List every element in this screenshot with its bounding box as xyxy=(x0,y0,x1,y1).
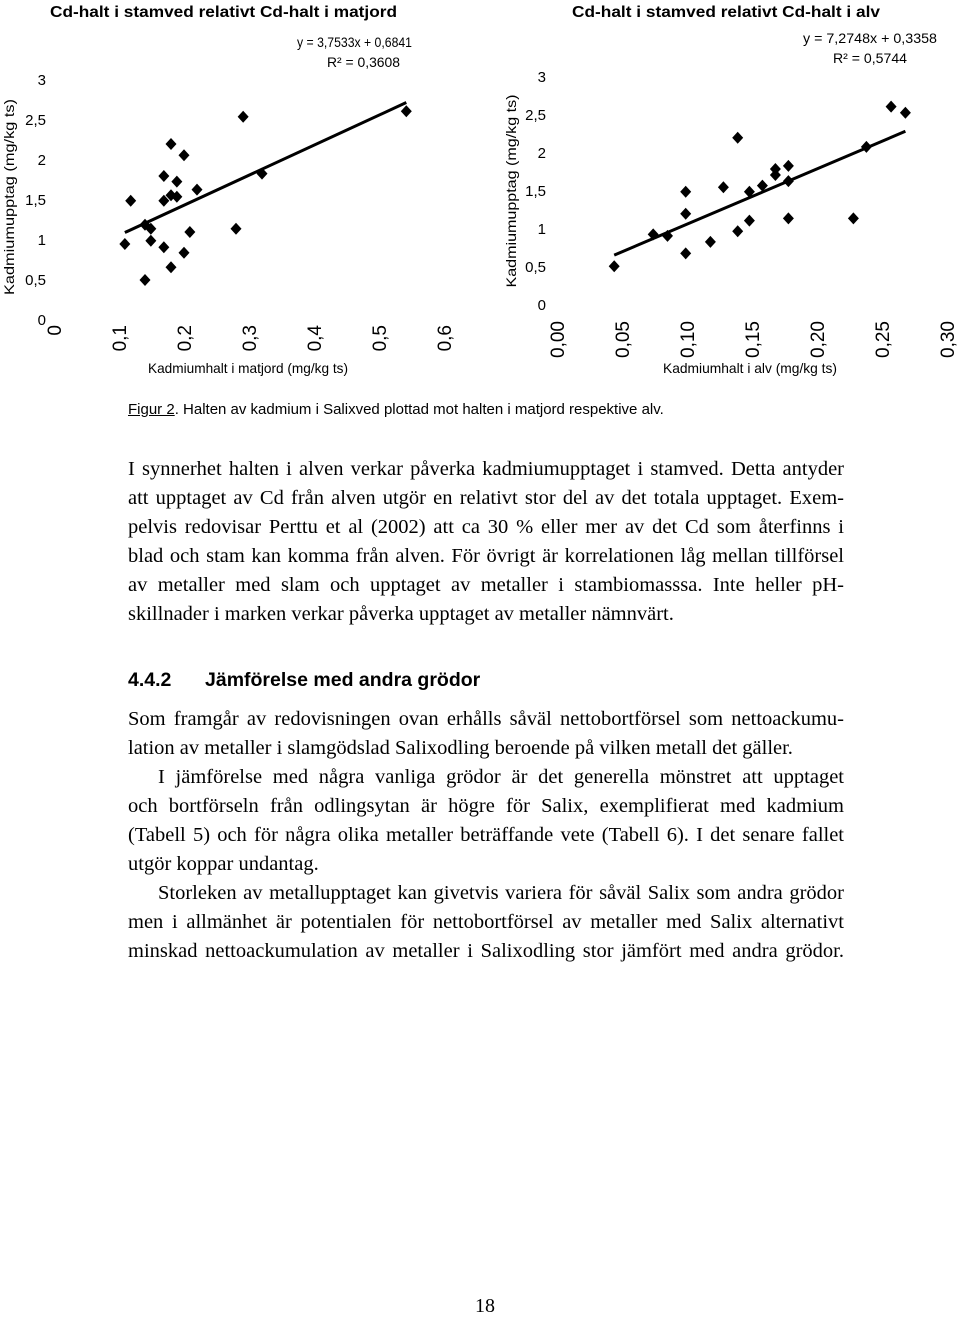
y-tick-label: 1,5 xyxy=(525,183,546,200)
x-tick-labels xyxy=(548,321,959,358)
data-point xyxy=(732,225,743,237)
trendline-equation: y = 3,7533x + 0,6841 xyxy=(297,34,413,50)
y-tick-labels xyxy=(525,69,546,314)
paragraph-4-line: Storleken av metallupptaget kan givetvis variera för såväl Salix som andra grödor xyxy=(158,882,844,904)
y-tick-label: 0,5 xyxy=(25,272,46,289)
data-point xyxy=(732,132,743,144)
paragraph-3-line: (Tabell 5) och för några olika metaller beträffande vete (Tabell 6). I det senare fallet xyxy=(128,824,844,846)
y-tick-labels xyxy=(25,72,46,329)
data-point xyxy=(179,247,190,259)
data-point xyxy=(770,169,781,181)
paragraph-3-line: utgör koppar undantag. xyxy=(128,853,319,875)
chart-title: Cd-halt i stamved relativt Cd-halt i alv xyxy=(572,4,881,21)
data-point xyxy=(125,195,136,207)
x-tick-label: 0,4 xyxy=(305,325,326,352)
paragraph-1-line: att upptaget av Cd från alven utgör en relativt stor del av det totala upptaget. Exem- xyxy=(128,487,844,509)
y-tick-label: 2 xyxy=(537,145,546,162)
x-tick-label: 0,1 xyxy=(110,325,131,352)
data-point xyxy=(705,236,716,248)
paragraph-1-line: skillnader i marken verkar påverka upptaget av metaller nämnvärt. xyxy=(128,603,674,625)
paragraph-3-line: och bortförseln från odlingsytan är högre för Salix, exemplifierat med kadmium xyxy=(128,795,844,817)
x-tick-label: 0,15 xyxy=(743,321,764,358)
data-point xyxy=(145,235,156,247)
y-tick-label: 0 xyxy=(37,312,46,329)
chart-title: Cd-halt i stamved relativt Cd-halt i matjord xyxy=(50,4,397,21)
paragraph-1-line: I synnerhet halten i alven verkar påverka kadmiumupptaget i stamved. Detta antyder xyxy=(128,458,844,480)
paragraph-1-line: blad och stam kan komma från alven. För övrigt är korrelationen låg mellan tillförsel xyxy=(128,545,844,567)
x-tick-label: 0 xyxy=(45,325,66,336)
paragraph-3-line: I jämförelse med några vanliga grödor är det generella mönstret att upptaget xyxy=(158,766,844,788)
data-point xyxy=(158,241,169,253)
chart-1 xyxy=(1,4,456,376)
data-point xyxy=(192,184,203,196)
data-point xyxy=(171,176,182,188)
figure-caption xyxy=(128,399,888,421)
figure-caption-text: . Halten av kadmium i Salixved plottad mot halten i matjord respektive alv. xyxy=(174,401,664,418)
x-tick-label: 0,3 xyxy=(240,325,261,352)
data-point xyxy=(680,186,691,198)
y-tick-label: 2,5 xyxy=(25,112,46,129)
y-tick-label: 3 xyxy=(37,72,46,89)
x-tick-label: 0,00 xyxy=(548,321,569,358)
paragraph-1-line: av metaller med slam och upptaget av metaller i stambiomasssa. Inte heller pH- xyxy=(128,574,844,596)
data-point xyxy=(179,149,190,161)
data-point xyxy=(238,111,249,123)
data-point xyxy=(184,226,195,238)
x-tick-labels xyxy=(45,325,456,352)
data-point xyxy=(119,238,130,250)
figure-caption-label: Figur 2 xyxy=(128,401,175,418)
data-point xyxy=(231,223,242,235)
data-points xyxy=(119,105,411,286)
x-tick-label: 0,25 xyxy=(873,321,894,358)
section-number: 4.4.2 xyxy=(128,669,172,691)
data-point xyxy=(744,215,755,227)
x-tick-label: 0,6 xyxy=(435,325,456,352)
y-tick-label: 1,5 xyxy=(25,192,46,209)
y-tick-label: 2,5 xyxy=(525,107,546,124)
figure-charts xyxy=(0,0,960,385)
r-squared-label: R² = 0,3608 xyxy=(327,54,401,70)
chart-2 xyxy=(503,4,959,376)
paragraph-4-line: men i allmänhet är potentialen för nettobortförsel av metaller med Salix alternativt xyxy=(128,911,844,933)
y-axis-title: Kadmiumupptag (mg/kg ts) xyxy=(1,126,17,295)
x-tick-label: 0,10 xyxy=(678,321,699,358)
paragraph-1-line: pelvis redovisar Perttu et al (2002) att ca 30 % eller mer av det Cd som återfinns i xyxy=(128,516,844,538)
section-heading xyxy=(0,666,960,695)
data-point xyxy=(158,170,169,182)
data-point xyxy=(783,160,794,172)
trendline xyxy=(125,103,406,233)
data-point xyxy=(783,212,794,224)
y-tick-label: 0 xyxy=(537,297,546,314)
y-axis-title: Kadmiumupptag (mg/kg ts) xyxy=(503,119,519,288)
paragraph-4-line: minskad nettoackumulation av metaller i Salixodling stor jämfört med andra grödor. xyxy=(128,940,844,962)
x-tick-label: 0,2 xyxy=(175,325,196,352)
paragraph-2-line: Som framgår av redovisningen ovan erhålls såväl nettobortförsel som nettoackumu- xyxy=(128,708,844,730)
x-axis-title: Kadmiumhalt i matjord (mg/kg ts) xyxy=(148,360,348,376)
data-point xyxy=(166,261,177,273)
data-point xyxy=(401,105,412,117)
trendline-equation: y = 7,2748x + 0,3358 xyxy=(803,30,938,46)
data-point xyxy=(166,138,177,150)
y-tick-label: 1 xyxy=(37,232,46,249)
section-title: Jämförelse med andra grödor xyxy=(205,669,481,691)
data-points xyxy=(609,101,911,273)
data-point xyxy=(718,181,729,193)
r-squared-label: R² = 0,5744 xyxy=(833,50,908,66)
x-tick-label: 0,20 xyxy=(808,321,829,358)
data-point xyxy=(609,260,620,272)
data-point xyxy=(140,274,151,286)
x-tick-label: 0,30 xyxy=(938,321,959,358)
y-tick-label: 1 xyxy=(537,221,546,238)
y-tick-label: 0,5 xyxy=(525,259,546,276)
data-point xyxy=(886,101,897,113)
data-point xyxy=(680,208,691,220)
page-number: 18 xyxy=(475,1295,495,1317)
x-tick-label: 0,05 xyxy=(613,321,634,358)
trendline xyxy=(614,131,905,255)
paragraph-2-line: lation av metaller i slamgödslad Salixodling beroende på vilken metall det gäller. xyxy=(128,737,793,759)
y-tick-label: 2 xyxy=(37,152,46,169)
x-tick-label: 0,5 xyxy=(370,325,391,352)
x-axis-title: Kadmiumhalt i alv (mg/kg ts) xyxy=(663,360,837,376)
data-point xyxy=(680,247,691,259)
data-point xyxy=(848,212,859,224)
data-point xyxy=(783,175,794,187)
y-tick-label: 3 xyxy=(537,69,546,86)
data-point xyxy=(900,107,911,119)
